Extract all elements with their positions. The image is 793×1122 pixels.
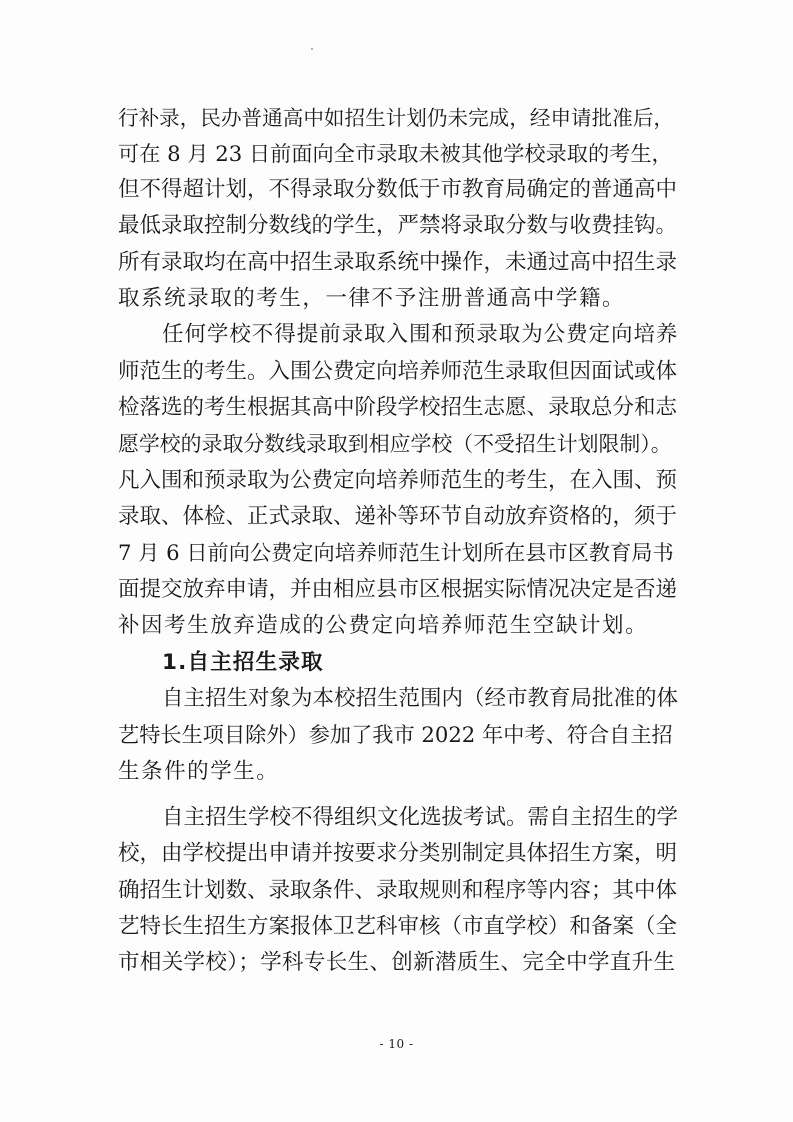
paragraph-3-line-1: 自主招生对象为本校招生范围内（经市教育局批准的体 (162, 686, 679, 711)
paragraph-1-line-6: 取系统录取的考生，一律不予注册普通高中学籍。 (118, 286, 626, 311)
paragraph-2-line-1: 任何学校不得提前录取入围和预录取为公费定向培养 (162, 322, 679, 347)
paragraph-2-line-2: 师范生的考生。入围公费定向培养师范生录取但因面试或体 (118, 359, 678, 384)
paragraph-4-line-4: 艺特长生招生方案报体卫艺科审核（市直学校）和备案（全 (118, 914, 678, 939)
page-number: - 10 - (379, 1037, 414, 1051)
paragraph-1-line-5: 所有录取均在高中招生录取系统中操作，未通过高中招生录 (118, 250, 678, 275)
paragraph-4-line-5: 市相关学校）；学科专长生、创新潜质生、完全中学直升生 (118, 950, 676, 975)
paragraph-1-line-3: 但不得超计划，不得录取分数低于市教育局确定的普通高中 (118, 177, 678, 202)
paragraph-2-line-3: 检落选的考生根据其高中阶段学校招生志愿、录取总分和志 (118, 395, 678, 420)
paragraph-3-line-2: 艺特长生项目除外）参加了我市 2022 年中考、符合自主招 (118, 722, 673, 747)
paragraph-4-line-1: 自主招生学校不得组织文化选拔考试。需自主招生的学 (162, 805, 679, 830)
section-heading: 1.自主招生录取 (162, 650, 324, 675)
paragraph-1-line-1: 行补录，民办普通高中如招生计划仍未完成，经申请批准后， (118, 106, 675, 130)
paragraph-2-line-4: 愿学校的录取分数线录取到相应学校（不受招生计划限制）。 (118, 432, 672, 456)
paragraph-3-line-3: 生条件的学生。 (118, 759, 280, 784)
paragraph-4-line-3: 确招生计划数、录取条件、录取规则和程序等内容；其中体 (118, 878, 678, 903)
paragraph-2-line-5: 凡入围和预录取为公费定向培养师范生的考生，在入围、预 (118, 468, 678, 493)
paragraph-2-line-6: 录取、体检、正式录取、递补等环节自动放弃资格的，须于 (118, 504, 678, 529)
paragraph-2-line-9: 补因考生放弃造成的公费定向培养师范生空缺计划。 (118, 613, 649, 638)
paragraph-1-line-2: 可在 8 月 23 日前面向全市录取未被其他学校录取的考生， (118, 141, 673, 166)
paragraph-1-line-4: 最低录取控制分数线的学生，严禁将录取分数与收费挂钩。 (118, 213, 678, 238)
scan-speck (311, 48, 313, 50)
paragraph-2-line-8: 面提交放弃申请，并由相应县市区根据实际情况决定是否递 (118, 577, 678, 602)
paragraph-2-line-7: 7 月 6 日前向公费定向培养师范生计划所在县市区教育局书 (118, 540, 674, 565)
paragraph-4-line-2: 校，由学校提出申请并按要求分类别制定具体招生方案，明 (118, 841, 678, 866)
